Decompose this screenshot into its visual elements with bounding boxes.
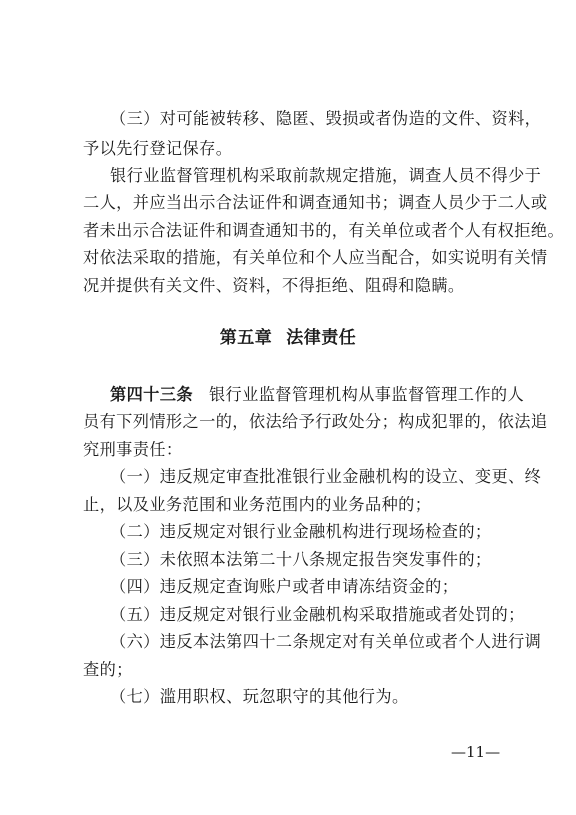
article-label: 第四十三条 (110, 385, 193, 404)
paragraph-line: 对依法采取的措施，有关单位和个人应当配合，如实说明有关情 (83, 248, 548, 267)
paragraph-line: 二人，并应当出示合法证件和调查通知书；调查人员少于二人或 (83, 193, 548, 212)
list-item: （四）违反规定查询账户或者申请冻结资金的； (110, 577, 459, 596)
list-item: （六）违反本法第四十二条规定对有关单位或者个人进行调 (110, 632, 542, 651)
chapter-heading (0, 327, 576, 349)
chapter-title: 法律责任 (286, 328, 357, 348)
chapter-number: 第五章 (219, 328, 273, 348)
list-item: （五）违反规定对银行业金融机构采取措施或者处罚的； (110, 605, 525, 624)
paragraph-line: 银行业监督管理机构采取前款规定措施，调查人员不得少于 (110, 166, 542, 185)
paragraph-line: 予以先行登记保存。 (83, 139, 233, 158)
page-number: —11— (451, 743, 501, 761)
list-item: （七）滥用职权、玩忽职守的其他行为。 (110, 687, 409, 706)
list-item: （一）违反规定审查批准银行业金融机构的设立、变更、终 (110, 467, 542, 486)
paragraph-line: （三）对可能被转移、隐匿、毁损或者伪造的文件、资料， (110, 109, 542, 128)
list-item: （三）未依照本法第二十八条规定报告突发事件的； (110, 550, 492, 569)
article-text: 银行业监督管理机构从事监督管理工作的人 (208, 385, 525, 404)
list-item: 止，以及业务范围和业务范围内的业务品种的； (83, 495, 432, 514)
list-item: （二）违反规定对银行业金融机构进行现场检查的； (110, 522, 492, 541)
list-item: 查的； (83, 660, 133, 679)
article-line (110, 385, 525, 405)
article-line: 究刑事责任： (83, 440, 183, 459)
paragraph-line: 况并提供有关文件、资料，不得拒绝、阻碍和隐瞒。 (83, 276, 465, 295)
paragraph-line: 者未出示合法证件和调查通知书的，有关单位或者个人有权拒绝。 (83, 221, 565, 240)
article-line: 员有下列情形之一的，依法给予行政处分；构成犯罪的，依法追 (83, 412, 548, 431)
